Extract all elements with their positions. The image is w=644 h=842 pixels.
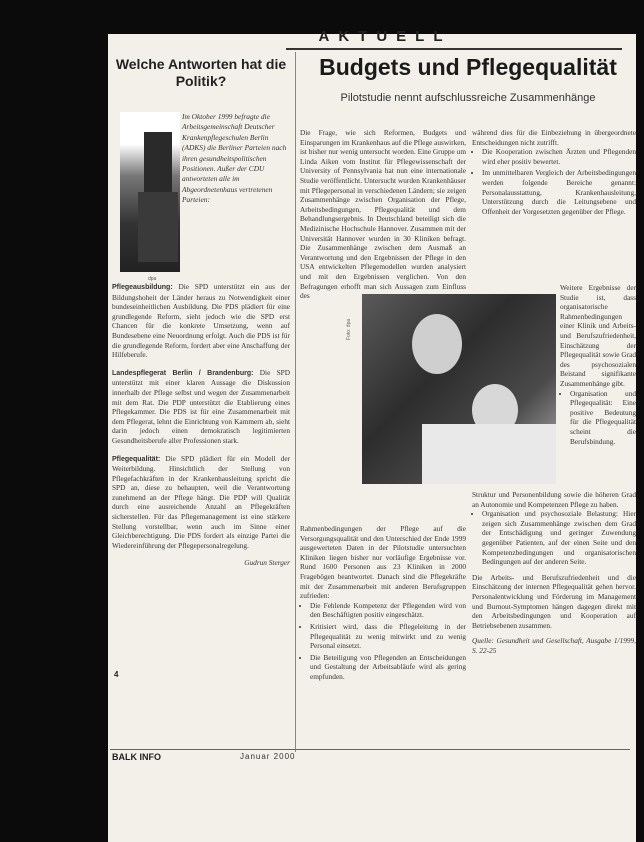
p2-text: Die SPD unterstützt mit einer klaren Aussage die Diskussion innerhalb der Pflege selbst und wegen der Zusammenarbeit mit dem Rat. Die PDP unterstützt die Etablierung eines Pflegekammer. Die PDS ist für eine Zusammenarbeit mit dem Pflegerat, lehnt die Einrichtung von Kammern ab, sieht darin jedoch einen demokratisch legitimierten Gesundheitsberufe aller Professionen stark.: [112, 367, 291, 445]
article-subtitle: Pilotstudie nennt aufschlussreiche Zusammenhänge: [340, 92, 596, 104]
footer-rule: [110, 749, 630, 760]
p3-text: Die SPD plädiert für ein Modell der Weiterbildung. Hinsichtlich der Stellung von Pflegefachkräften in der Krankenhausleitung spricht die SPD an, diese zu behaupten, weil die Verantwortung zunehmend an der Pflege hängt. Die PDP will Qualität durch eine ausreichende Anzahl an Pflegekräften sicherstellen. Für das Pflegemanagement ist eine stärkere Stellung vorstellbar, wenn auch im Sinne einer Gleichberechtigung. Die PDS fordert als einzige Partei die Wiedereinführung der Pflegepersonalregelung.: [112, 453, 290, 550]
col2c-text: Struktur und Personenbildung sowie die höheren Grad an Autonomie und Kompetenzen Pflege zu haben.: [472, 490, 636, 509]
footer-issue: Januar 2000: [240, 752, 296, 761]
list-item: • Die Fehlende Kompetenz der Pflegenden wird von den Beschäftigten positiv eingeschätzt.: [310, 601, 466, 620]
list-item: • Organisation und Pflegequalität: Eine positive Bedeutung für die Pflegequalität scheint die Berufsbindung.: [570, 389, 636, 447]
photo-credit: dpa: [148, 276, 157, 282]
article-col1: [300, 128, 466, 301]
list-item: • Kritisiert wird, dass die Pflegeleitung in der Pflegequalität zu wenig mitwirkt und zu wenig Personal einsetzt.: [310, 622, 466, 651]
article-col2b: [560, 283, 636, 448]
col2b-text: Weitere Ergebnisse der Studie ist, dass organisatorische Rahmenbedingungen einer Klinik und Arbeits- und Berufszufriedenheit, Einschätzung der Pflegequalität sowie Grad des psychosozialen Beistand signifikante Zusammenhänge gibt.: [560, 283, 636, 388]
article-col1b: [300, 524, 466, 684]
p1-heading: Pflegeausbildung:: [112, 284, 173, 291]
photo-caption: Im Oktober 1999 befragte die Arbeitsgemeinschaft Deutscher Krankenpflegeschulen Berlin (ADKS) die Berliner Parteien nach ihren gesundheitspolitischen Positionen. Außer der CDU antworteten alle im Abgeordnetenhaus vertretenen Parteien:: [182, 112, 287, 205]
sidebar-body: [112, 282, 290, 576]
col2d-text: Die Arbeits- und Berufszufriedenheit und die Einschätzung der internen Pflegequalität gehen hervor. Personalentwicklung und Förderung im Management und Burnout-Symptomen hängen dagegen direkt mit den Arbeitsbedingungen und Kooperation auf Betriebsebenen zusammen.: [472, 572, 636, 630]
p1-text: Die SPD unterstützt ein aus der Bildungshoheit der Länder heraus zu Notwendigkeit einer bundeseinheitlichen Ausbildung. Die PDS plädiert für eine grundlegende Reform, sieht jedoch wie die SPD erst Chancen für die konkrete Umsetzung, wenn auf Bundesebene eine Neuordnung erfolgt. Auch die PDS ist für die grundlegende Reform, fordert aber eine Anschaffung der Hilfeberufe.: [112, 282, 290, 360]
church-photo: [120, 112, 180, 272]
footer-brand: BALK INFO: [112, 752, 161, 762]
article-title: Budgets und Pflegequalität: [319, 54, 617, 80]
article-col2c: [472, 490, 636, 656]
list-item: • Die Beteiligung von Pflegenden an Entscheidungen und Gestaltung der Arbeitsabläufe wird als gering empfunden.: [310, 653, 466, 682]
section-header: AKTUELL: [318, 28, 452, 45]
article-source: Quelle: Gesundheit und Gesellschaft, Ausgabe 1/1999, S. 22-25: [472, 636, 636, 655]
p2-heading: Landespflegerat Berlin / Brandenburg:: [112, 369, 254, 377]
page-number: 4: [114, 670, 119, 679]
article-col2: [472, 128, 636, 218]
p3-heading: Pflegequalität:: [112, 455, 161, 463]
list-item: • Organisation und psychosoziale Belastung: Hier zeigen sich Zusammenhänge zwischen dem Grad der Entschädigung und geringer Zuwendung gegenüber Patienten, auf der einen Seite und den Kompetenzbedingungen und organisatorischen Bedingungen auf der anderen Seite.: [482, 509, 636, 567]
col1-text: Die Frage, wie sich Reformen, Budgets und Einsparungen im Krankenhaus auf die Pflege auswirken, ist bisher nur wenig untersucht worden. Eine Gruppe um Linda Aiken vom Institut für Pflegewissenschaft der University of Pennsylvania hat nun eine internationale Studie veröffentlicht. Untersucht wurden Krankenhäuser mit Pflegepersonal in verschiedenen Ländern; sie zeigen Zusammenhänge zwischen Organisation der Pflege, Arbeitsbedingungen, Pflegequalität und dem Behandlungsergebnis. In Deutschland beteiligt sich die Medizinische Hochschule Hannover. Zusammen mit der Universität Hannover wurden in 30 Kliniken befragt. Die Zusammenhänge zwischen dem Ausmaß an Verantwortung und den Ergebnissen der Pflege in den USA entwickelten Pflegemodellen wurden analysiert und mit den Ergebnissen verglichen. Von den Befragungen erhofft man sich Aussagen zum Einfluss des: [300, 128, 466, 301]
col1b-text: Rahmenbedingungen der Pflege auf die Versorgungsqualität und den Unterschied der Ende 1999 ausgewerteten Daten in der Pilotstudie untersuchten Kliniken liegen bisher nur vorläufige Ergebnisse vor. Rund 1600 Personen aus 23 Kliniken in 2000 Fragebögen beantwortet. Danach sind die Pflegekräfte mit der Zusammenarbeit mit anderen Berufsgruppen zufrieden:: [300, 524, 466, 601]
nurse-patient-photo: [362, 294, 556, 484]
sidebar-title: Welche Antworten hat die Politik?: [115, 56, 287, 89]
col2-text: während dies für die Einbeziehung in übergeordnete Entscheidungen nicht zutrifft.: [472, 128, 636, 147]
header-rule: [286, 48, 622, 50]
signature: Gudrun Sterger: [244, 558, 290, 568]
column-divider: [295, 52, 296, 752]
list-item: • Die Kooperation zwischen Ärzten und Pflegenden wird eher positiv bewertet.: [482, 147, 636, 166]
article-photo-credit: Foto: dpa: [346, 318, 352, 340]
list-item: • Im unmittelbaren Vergleich der Arbeitsbedingungen werden folgende Bereiche genannt: Personalausstattung, Krankenhausleitung, Unterstützung durch die Leitungsebene und Offenheit der Vorgesetzten gegenüber der Pflege.: [482, 168, 636, 216]
sidebar-box: [112, 54, 290, 754]
